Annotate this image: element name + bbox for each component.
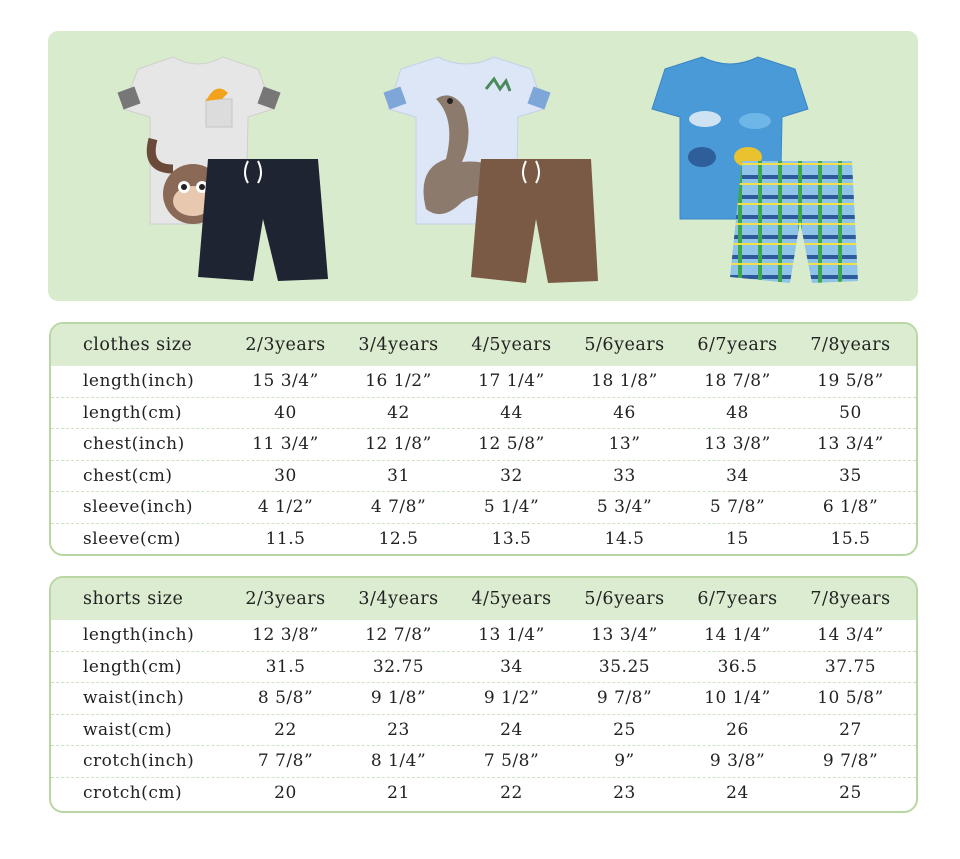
table-cell: 10 1/4”	[704, 688, 771, 709]
table-row	[51, 429, 916, 461]
row-label: chest(inch)	[83, 434, 185, 455]
table-row	[51, 715, 916, 747]
table-cell: 17 1/4”	[478, 371, 545, 392]
table-cell: 18 1/8”	[591, 371, 658, 392]
dino-plaid-outfit-image	[630, 49, 870, 289]
table-row	[51, 683, 916, 715]
clothes-size-table	[49, 322, 918, 556]
product-banner	[48, 31, 918, 301]
table-cell: 22	[274, 719, 297, 740]
table-cell: 46	[613, 402, 636, 423]
table-row	[51, 746, 916, 778]
table-cell: 9 1/8”	[370, 688, 427, 709]
table-cell: 12 3/8”	[252, 625, 319, 646]
table-cell: 33	[613, 465, 636, 486]
table-cell: 30	[274, 465, 297, 486]
header-cell: 7/8years	[810, 335, 891, 355]
header-cell: 6/7years	[697, 589, 778, 609]
row-label: length(cm)	[83, 656, 183, 677]
table-cell: 14.5	[604, 528, 645, 549]
table-cell: 44	[500, 402, 523, 423]
table-cell: 14 1/4”	[704, 625, 771, 646]
header-cell: 7/8years	[810, 589, 891, 609]
row-label: waist(inch)	[83, 688, 185, 709]
table-cell: 42	[387, 402, 410, 423]
table-cell: 15 3/4”	[252, 371, 319, 392]
table-cell: 8 1/4”	[370, 751, 427, 772]
table-cell: 4 1/2”	[257, 497, 314, 518]
header-cell: 2/3years	[245, 335, 326, 355]
shorts-header-row	[51, 578, 916, 620]
table-cell: 21	[387, 782, 410, 803]
table-cell: 15	[726, 528, 749, 549]
row-label: sleeve(cm)	[83, 528, 181, 549]
table-row	[51, 492, 916, 524]
table-cell: 22	[500, 782, 523, 803]
table-cell: 14 3/4”	[817, 625, 884, 646]
header-cell: 3/4years	[358, 335, 439, 355]
table-cell: 16 1/2”	[365, 371, 432, 392]
table-cell: 7 5/8”	[483, 751, 540, 772]
table-cell: 48	[726, 402, 749, 423]
table-cell: 32.75	[372, 656, 425, 677]
table-cell: 25	[613, 719, 636, 740]
table-cell: 31	[387, 465, 410, 486]
row-label: crotch(inch)	[83, 751, 195, 772]
table-cell: 23	[613, 782, 636, 803]
table-row	[51, 366, 916, 398]
header-cell: 4/5years	[471, 589, 552, 609]
table-cell: 50	[839, 402, 862, 423]
table-cell: 40	[274, 402, 297, 423]
table-cell: 24	[726, 782, 749, 803]
table-cell: 34	[500, 656, 523, 677]
row-label: length(inch)	[83, 625, 195, 646]
table-cell: 11 3/4”	[252, 434, 319, 455]
row-label: chest(cm)	[83, 465, 173, 486]
header-cell: 5/6years	[584, 335, 665, 355]
table-cell: 25	[839, 782, 862, 803]
table-cell: 23	[387, 719, 410, 740]
table-cell: 4 7/8”	[370, 497, 427, 518]
table-cell: 36.5	[717, 656, 758, 677]
table-cell: 35.25	[598, 656, 651, 677]
row-label: sleeve(inch)	[83, 497, 194, 518]
table-cell: 35	[839, 465, 862, 486]
table-cell: 9 7/8”	[822, 751, 879, 772]
table-cell: 11.5	[265, 528, 306, 549]
table-cell: 9”	[614, 751, 635, 772]
header-cell: 4/5years	[471, 335, 552, 355]
table-cell: 20	[274, 782, 297, 803]
table-cell: 13 3/8”	[704, 434, 771, 455]
table-cell: 5 3/4”	[596, 497, 653, 518]
table-cell: 13 3/4”	[817, 434, 884, 455]
table-cell: 12.5	[378, 528, 419, 549]
table-cell: 19 5/8”	[817, 371, 884, 392]
monkey-outfit-image	[98, 49, 338, 289]
table-row	[51, 398, 916, 430]
table-cell: 34	[726, 465, 749, 486]
row-label: crotch(cm)	[83, 782, 183, 803]
row-label: length(cm)	[83, 402, 183, 423]
clothes-header-row	[51, 324, 916, 366]
table-cell: 7 7/8”	[257, 751, 314, 772]
table-row	[51, 524, 916, 555]
table-cell: 12 1/8”	[365, 434, 432, 455]
table-row	[51, 778, 916, 809]
table-cell: 9 3/8”	[709, 751, 766, 772]
table-cell: 24	[500, 719, 523, 740]
dinosaur-outfit-image	[366, 49, 606, 289]
header-cell: shorts size	[83, 589, 184, 609]
table-cell: 13”	[608, 434, 641, 455]
header-cell: clothes size	[83, 335, 193, 355]
table-cell: 8 5/8”	[257, 688, 314, 709]
header-cell: 3/4years	[358, 589, 439, 609]
header-cell: 6/7years	[697, 335, 778, 355]
table-row	[51, 461, 916, 493]
table-cell: 26	[726, 719, 749, 740]
table-cell: 12 7/8”	[365, 625, 432, 646]
table-cell: 9 1/2”	[483, 688, 540, 709]
table-cell: 37.75	[824, 656, 877, 677]
header-cell: 2/3years	[245, 589, 326, 609]
table-cell: 10 5/8”	[817, 688, 884, 709]
shorts-size-table	[49, 576, 918, 813]
table-row	[51, 652, 916, 684]
table-cell: 6 1/8”	[822, 497, 879, 518]
table-cell: 5 1/4”	[483, 497, 540, 518]
table-cell: 9 7/8”	[596, 688, 653, 709]
table-cell: 27	[839, 719, 862, 740]
table-cell: 12 5/8”	[478, 434, 545, 455]
header-cell: 5/6years	[584, 589, 665, 609]
row-label: length(inch)	[83, 371, 195, 392]
table-cell: 31.5	[265, 656, 306, 677]
row-label: waist(cm)	[83, 719, 173, 740]
table-cell: 15.5	[830, 528, 871, 549]
table-cell: 13 3/4”	[591, 625, 658, 646]
table-cell: 32	[500, 465, 523, 486]
table-cell: 13 1/4”	[478, 625, 545, 646]
table-cell: 5 7/8”	[709, 497, 766, 518]
table-row	[51, 620, 916, 652]
table-cell: 13.5	[491, 528, 532, 549]
table-cell: 18 7/8”	[704, 371, 771, 392]
